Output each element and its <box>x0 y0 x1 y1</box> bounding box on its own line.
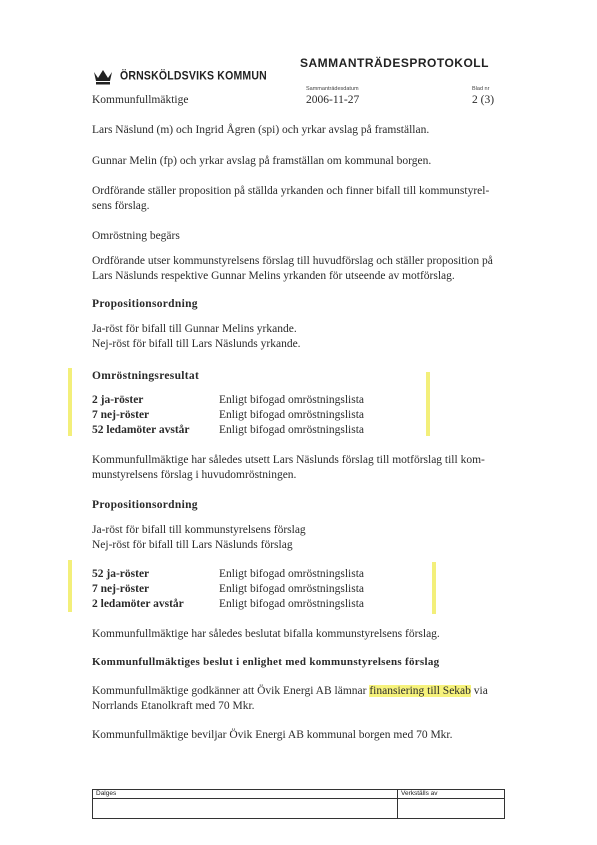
proposition-list-2: Ja-röst för bifall till kommunstyrelsens förslag Nej-röst för bifall till Lars Näslunds förslag <box>92 524 306 551</box>
highlighted-text: finansiering till Sekab <box>369 685 471 697</box>
document-title: SAMMANTRÄDESPROTOKOLL <box>300 56 489 70</box>
heading-propositionsordning-2: Propositionsordning <box>92 499 198 511</box>
date-label: Sammanträdesdatum <box>306 86 359 92</box>
paragraph-9: Kommunfullmäktige beviljar Övik Energi AB kommunal borgen med 70 Mkr. <box>92 729 453 741</box>
vote-row: 7 nej-röster Enligt bifogad omröstningslista <box>92 583 365 595</box>
heading-omrostningsresultat: Omröstningsresultat <box>92 370 200 382</box>
vote-row: 52 ledamöter avstår Enligt bifogad omröstningslista <box>92 424 365 436</box>
paragraph-5: Ordförande utser kommunstyrelsens förslag till huvudförslag och ställer proposition på Lars Näslunds respektive Gunnar Melins yrkanden för utseende av motförslag. <box>92 255 493 282</box>
vote-row: 2 ja-röster Enligt bifogad omröstningslista <box>92 394 365 406</box>
meeting-date: 2006-11-27 <box>306 94 360 106</box>
paragraph-1: Lars Näslund (m) och Ingrid Ågren (spi) och yrkar avslag på framställan. <box>92 124 430 136</box>
crown-emblem-icon <box>92 66 114 86</box>
proposition-list-1: Ja-röst för bifall till Gunnar Melins yrkande. Nej-röst för bifall till Lars Näslunds yrkande. <box>92 323 301 350</box>
sheet-number: 2 (3) <box>472 94 495 106</box>
footer-label-right: Verkställs av <box>401 790 438 797</box>
paragraph-7: Kommunfullmäktige har således beslutat bifalla kommunstyrelsens förslag. <box>92 628 440 640</box>
heading-decision: Kommunfullmäktiges beslut i enlighet med kommunstyrelsens förslag <box>92 656 440 668</box>
marker-highlight <box>426 372 430 436</box>
footer-label-left: Dalges <box>96 790 117 797</box>
paragraph-2: Gunnar Melin (fp) och yrkar avslag på framställan om kommunal borgen. <box>92 155 432 167</box>
paragraph-4: Omröstning begärs <box>92 230 180 242</box>
paragraph-6: Kommunfullmäktige har således utsett Lars Näslunds förslag till motförslag till kom- munstyrelsens förslag i huvudomröstningen. <box>92 454 485 481</box>
municipality-name: ÖRNSKÖLDSVIKS KOMMUN <box>120 69 267 83</box>
vote-row: 52 ja-röster Enligt bifogad omröstningslista <box>92 568 365 580</box>
marker-highlight <box>68 368 72 436</box>
municipality-logo <box>92 66 267 86</box>
vote-row: 7 nej-röster Enligt bifogad omröstningslista <box>92 409 365 421</box>
vote-row: 2 ledamöter avstår Enligt bifogad omröstningslista <box>92 598 365 610</box>
vote-result-2 <box>92 567 364 612</box>
sheet-label: Blad nr <box>472 86 490 92</box>
vote-result-1 <box>92 393 364 438</box>
footer-signature-box <box>92 789 505 819</box>
paragraph-8: Kommunfullmäktige godkänner att Övik Energi AB lämnar finansiering till Sekab via Norrlands Etanolkraft med 70 Mkr. <box>92 685 488 712</box>
heading-propositionsordning-1: Propositionsordning <box>92 298 198 310</box>
marker-highlight <box>432 562 436 614</box>
body-name: Kommunfullmäktige <box>92 94 189 106</box>
marker-highlight <box>68 560 72 612</box>
footer-divider-vertical <box>397 790 398 818</box>
paragraph-3: Ordförande ställer proposition på ställda yrkanden och finner bifall till kommunstyrel- sens förslag. <box>92 185 490 212</box>
footer-divider-horizontal <box>93 798 504 799</box>
